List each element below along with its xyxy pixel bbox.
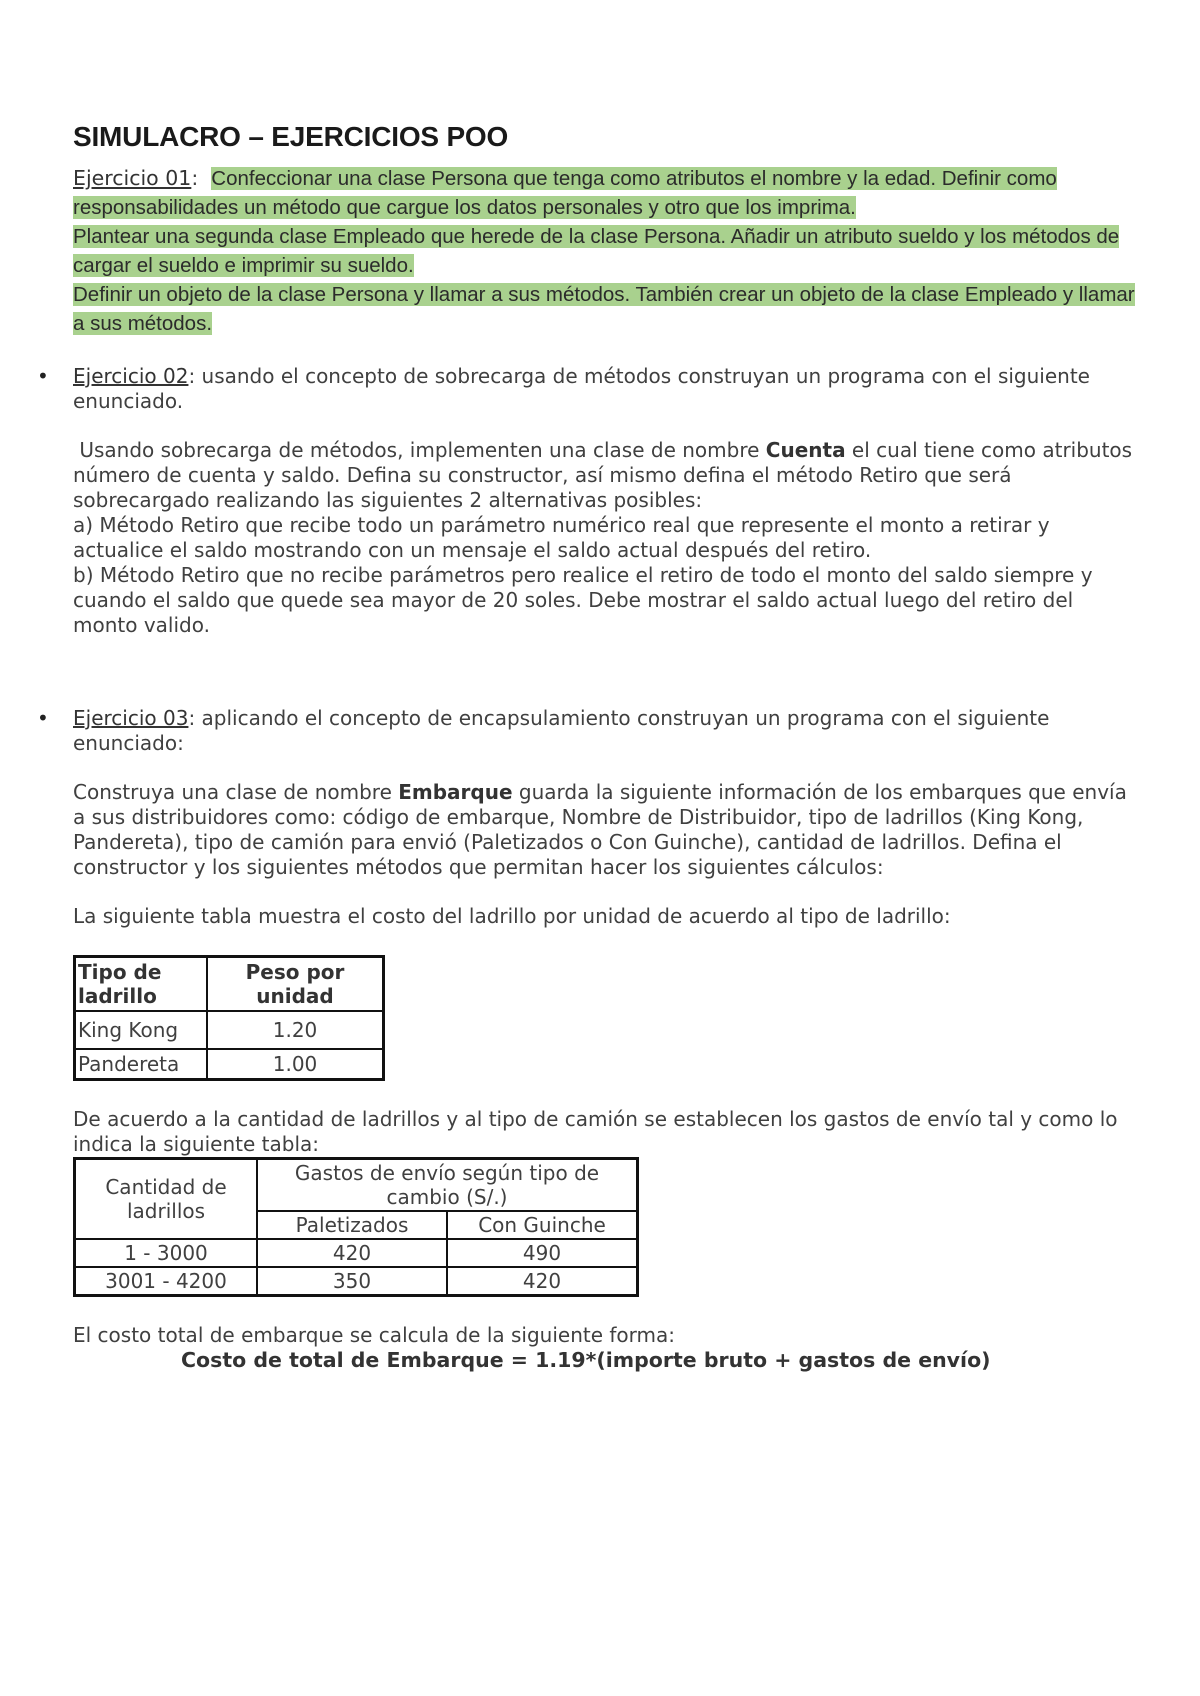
document-title: SIMULACRO – EJERCICIOS POO (73, 121, 509, 152)
table-header-cell: Tipo de ladrillo (75, 957, 208, 1012)
table-header-cell: Gastos de envío según tipo de cambio (S/.) (257, 1159, 638, 1212)
exercise-03-statement (73, 780, 1138, 880)
table-cell: 3001 - 4200 (75, 1267, 258, 1296)
table-2-intro: De acuerdo a la cantidad de ladrillos y al tipo de camión se establecen los gastos de envío tal y como lo indica la siguiente tabla: (73, 1107, 1118, 1156)
exercise-03-statement-start: Construya una clase de nombre (73, 780, 399, 804)
class-name-cuenta: Cuenta (765, 438, 846, 462)
table-row (75, 1049, 384, 1080)
table-cell: King Kong (75, 1011, 208, 1049)
table-row (75, 1267, 638, 1296)
exercise-01-text-1: Confeccionar una clase Persona que tenga como atributos el nombre y la edad. Definir como responsabilidades un método que cargue los datos personales y otro que los imprima. (73, 167, 1057, 219)
table-cell: 1 - 3000 (75, 1239, 258, 1267)
document-content (37, 120, 1138, 1373)
table-cell: 420 (257, 1239, 447, 1267)
exercise-02-statement-end: el cual tiene como atributos número de cuenta y saldo. Defina su constructor, así mismo defina el método Retiro que será sobrecargado realizando las siguientes 2 alternativas posibles: (73, 438, 1133, 512)
exercise-01-label: Ejercicio 01 (73, 166, 192, 190)
table-cell: 1.00 (207, 1049, 384, 1080)
exercise-02-statement-start: Usando sobrecarga de métodos, implementen una clase de nombre (73, 438, 766, 462)
table-header-row (75, 1159, 638, 1212)
table-cell: 1.20 (207, 1011, 384, 1049)
table-header-cell: Peso por unidad (207, 957, 384, 1012)
exercise-01-separator: : (191, 166, 212, 190)
exercise-03-statement-end: guarda la siguiente información de los embarques que envía a sus distribuidores como: código de embarque, Nombre de Distribuidor, tipo de ladrillos (King Kong, Pandereta), tipo de camión para envió (Paletizados o Con Guinche), cantidad de ladrillos. Defina el constructor y los siguientes métodos que permitan hacer los siguientes cálculos: (73, 780, 1127, 879)
shipping-cost-table (73, 1157, 639, 1297)
table-header-cell: Paletizados (257, 1211, 447, 1239)
table-header-cell: Cantidad de ladrillos (75, 1159, 258, 1240)
total-cost-intro: El costo total de embarque se calcula de la siguiente forma: (73, 1323, 676, 1347)
exercise-01-text-3: Definir un objeto de la clase Persona y llamar a sus métodos. También crear un objeto de la clase Empleado y llamar a sus métodos. (73, 283, 1135, 335)
exercise-03-label: Ejercicio 03 (73, 706, 189, 730)
class-name-embarque: Embarque (398, 780, 513, 804)
exercise-02-option-b: b) Método Retiro que no recibe parámetros pero realice el retiro de todo el monto del saldo siempre y cuando el saldo que quede sea mayor de 20 soles. Debe mostrar el saldo actual luego del retiro del monto valido. (73, 563, 1093, 637)
brick-weight-table (73, 955, 385, 1081)
exercise-01 (73, 164, 1138, 338)
table-cell: 420 (447, 1267, 638, 1296)
total-cost-formula: Costo de total de Embarque = 1.19*(importe bruto + gastos de envío) (181, 1348, 991, 1372)
exercise-02 (37, 364, 1138, 638)
table-cell: 490 (447, 1239, 638, 1267)
table-header-cell: Con Guinche (447, 1211, 638, 1239)
exercise-02-statement (73, 438, 1138, 638)
exercise-01-text-2: Plantear una segunda clase Empleado que herede de la clase Persona. Añadir un atributo sueldo y los métodos de cargar el sueldo e imprimir su sueldo. (73, 225, 1120, 277)
exercise-02-label: Ejercicio 02 (73, 364, 189, 388)
table-row (75, 1239, 638, 1267)
exercise-02-option-a: a) Método Retiro que recibe todo un parámetro numérico real que represente el monto a retirar y actualice el saldo mostrando con un mensaje el saldo actual después del retiro. (73, 513, 1050, 562)
exercise-03-intro: : aplicando el concepto de encapsulamiento construyan un programa con el siguiente enunciado: (73, 706, 1050, 755)
exercise-03 (37, 706, 1138, 1373)
table-1-intro: La siguiente tabla muestra el costo del ladrillo por unidad de acuerdo al tipo de ladrillo: (73, 904, 951, 928)
table-row (75, 1011, 384, 1049)
table-header-row (75, 957, 384, 1012)
exercise-02-intro: : usando el concepto de sobrecarga de métodos construyan un programa con el siguiente enunciado. (73, 364, 1090, 413)
table-cell: 350 (257, 1267, 447, 1296)
table-cell: Pandereta (75, 1049, 208, 1080)
bullet-icon: • (37, 364, 49, 388)
bullet-icon: • (37, 706, 49, 730)
